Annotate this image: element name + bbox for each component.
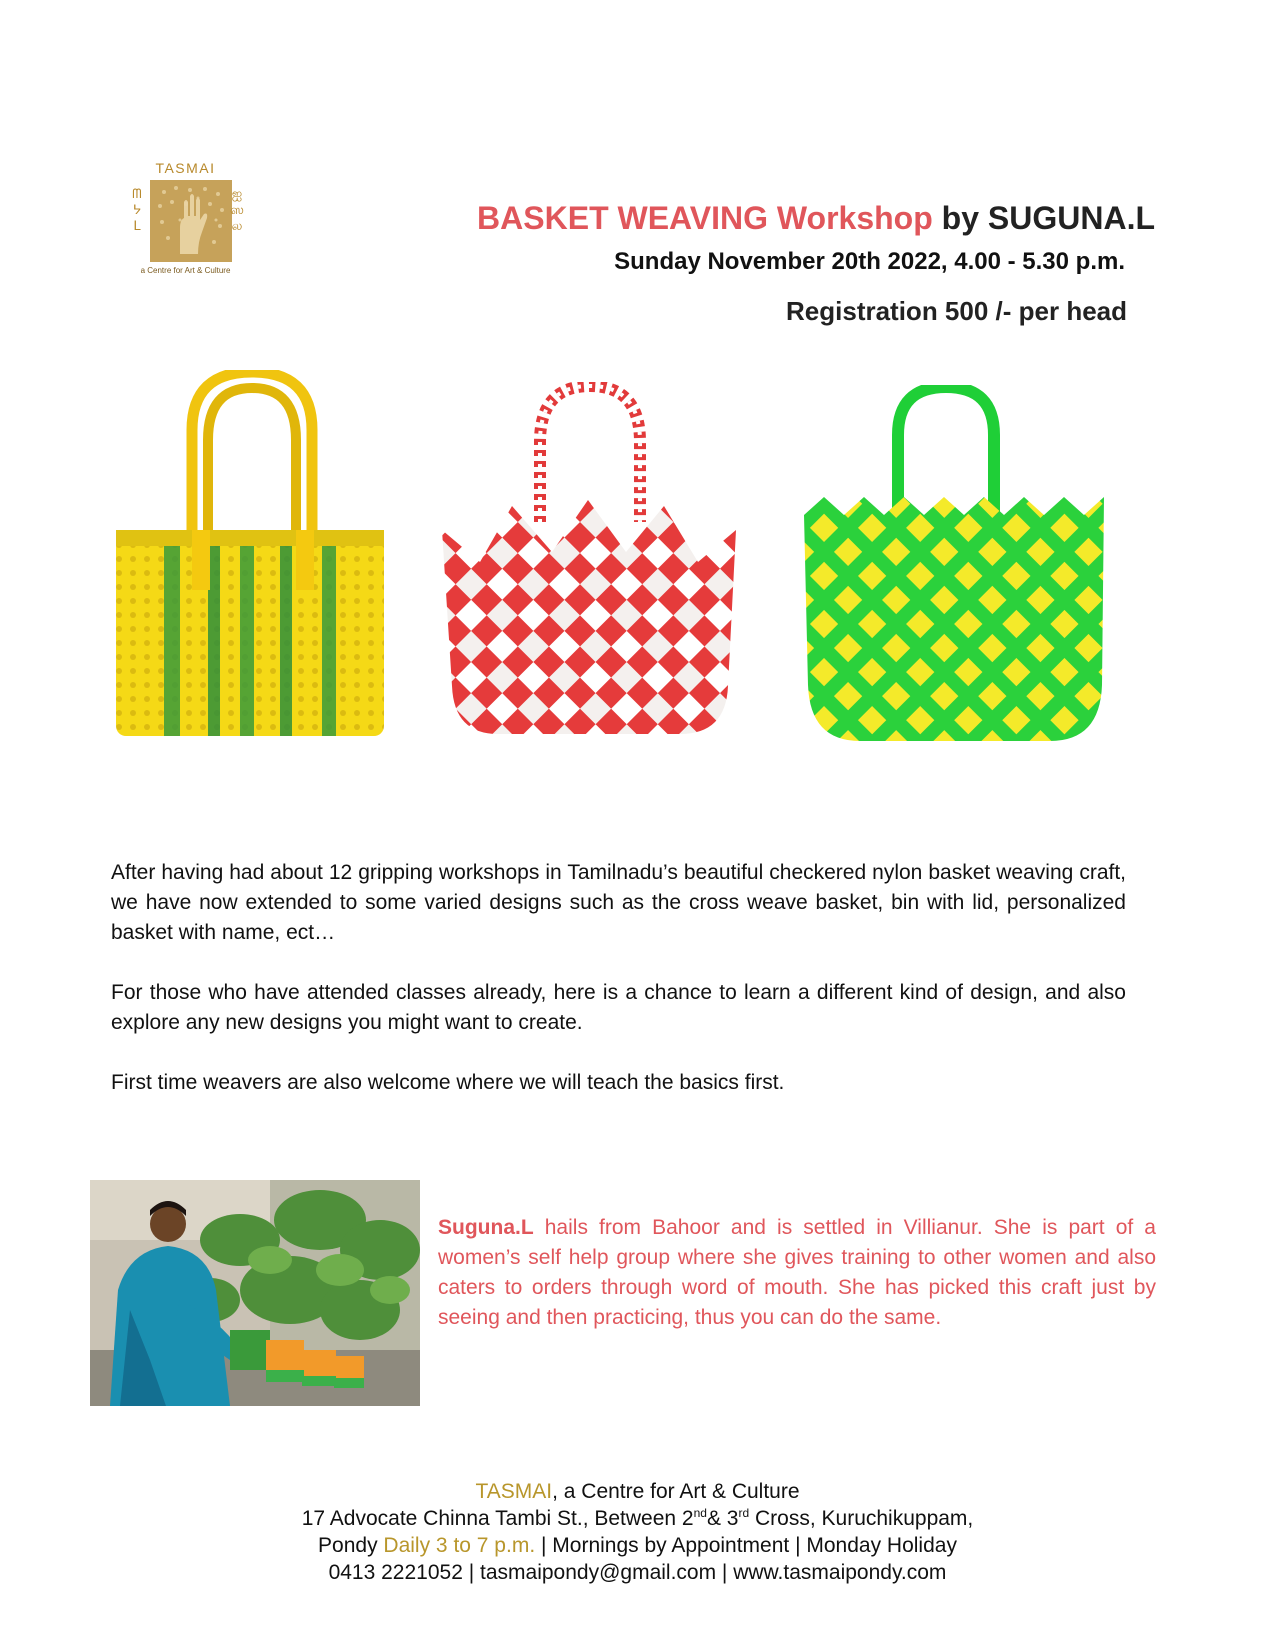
hand-tree-icon xyxy=(150,180,232,262)
footer-address: 17 Advocate Chinna Tambi St., Between 2nd& 3rd Cross, Kuruchikuppam, xyxy=(301,1506,974,1530)
footer-hours: Pondy Daily 3 to 7 p.m. | Mornings by Appointment | Monday Holiday xyxy=(318,1534,957,1557)
footer-org-line xyxy=(0,1478,1275,1505)
artisan-bio-text: hails from Bahoor and is settled in Villianur. She is part of a women’s self help group where she gives training to other women and also caters to orders through word of mouth. She has picked this craft just by seeing and then practicing, thus you can do the same. xyxy=(438,1216,1156,1329)
event-datetime: Sunday November 20th 2022, 4.00 - 5.30 p.m. xyxy=(614,248,1125,275)
logo-name: TASMAI xyxy=(155,160,216,176)
basket-image-green xyxy=(800,385,1110,750)
logo-right-glyphs: ஐ ஸ ல xyxy=(230,186,244,233)
beginners-paragraph: First time weavers are also welcome where we will teach the basics first. xyxy=(111,1071,785,1094)
returning-paragraph: For those who have attended classes already, here is a chance to learn a different kind of design, and also explore any new designs you might want to create. xyxy=(111,981,1126,1034)
artisan-bio xyxy=(438,1213,1156,1333)
title-main: BASKET WEAVING Workshop xyxy=(477,200,933,236)
footer-org-desc: , a Centre for Art & Culture xyxy=(552,1480,800,1503)
logo-left-glyphs: ᗰ ᔭ ᒪ xyxy=(132,186,142,233)
footer xyxy=(0,1478,1275,1586)
footer-daily-hours: Daily 3 to 7 p.m. xyxy=(383,1534,536,1557)
tasmai-logo xyxy=(118,158,253,288)
logo-tagline: a Centre for Art & Culture xyxy=(140,266,231,275)
artisan-photo xyxy=(90,1180,420,1406)
title-by: by SUGUNA.L xyxy=(941,200,1155,236)
footer-contact[interactable]: 0413 2221052 | tasmaipondy@gmail.com | www.tasmaipondy.com xyxy=(328,1561,947,1584)
page-title xyxy=(300,200,1155,237)
registration-fee: Registration 500 /- per head xyxy=(786,296,1127,326)
footer-org-name: TASMAI xyxy=(475,1480,553,1503)
artisan-name: Suguna.L xyxy=(438,1216,534,1239)
basket-image-red xyxy=(440,382,740,742)
basket-image-yellow xyxy=(112,370,388,750)
intro-paragraph: After having had about 12 gripping workshops in Tamilnadu’s beautiful checkered nylon basket weaving craft, we have now extended to some varied designs such as the cross weave basket, bin with lid, personalized basket with name, ect… xyxy=(111,861,1126,944)
